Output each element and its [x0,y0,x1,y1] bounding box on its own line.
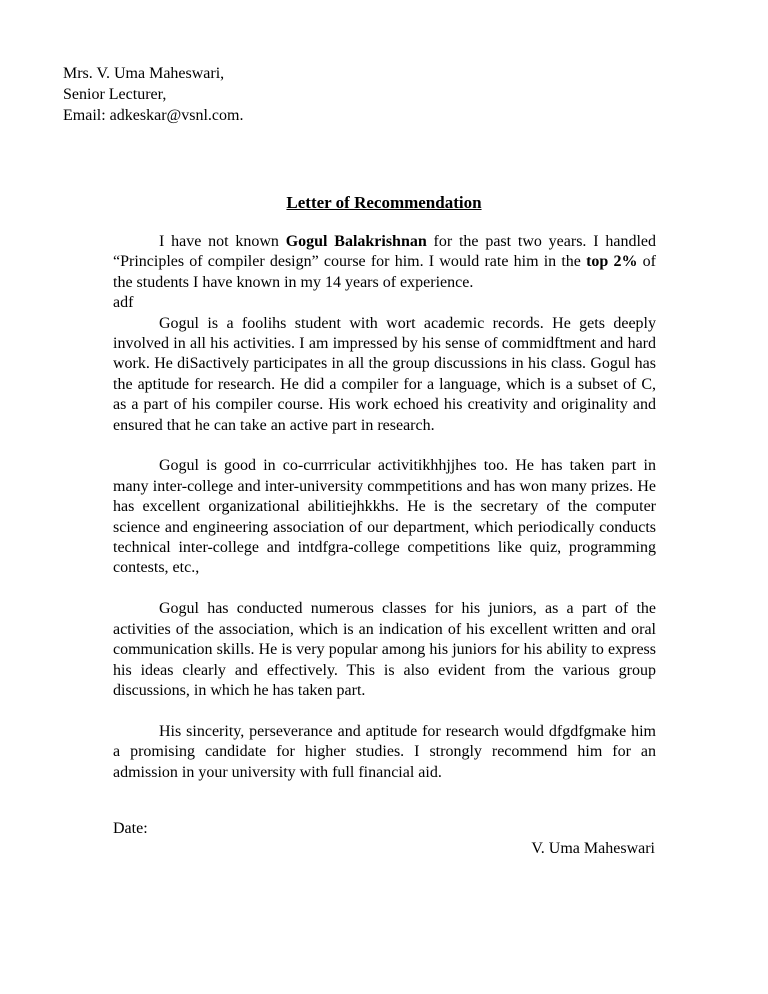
intro-text-3: of the students I have known in my 14 years of experience. [113,253,657,291]
intro-text-1: I have not known [159,233,286,250]
rank-highlight: top 2% [586,253,638,271]
student-name: Gogul Balakrishnan [285,233,427,250]
letter-body [113,232,656,783]
paragraph-intro [113,232,656,293]
sender-name: Mrs. V. Uma Maheswari, [63,65,225,82]
paragraph-academic: Gogul is a foolihs student with wort academic records. He gets deeply involved in all his activities. I am impressed by his sense of commidftment and hard work. He diSactively participates in all the group discussions in his class. Gogul has the aptitude for research. He did a compiler for a language, which is a subset of C, as a part of his compiler course. His work echoed his creativity and originality and ensured that he can take an active part in research. [113,314,656,434]
paragraph-teaching: Gogul has conducted numerous classes for his juniors, as a part of the activities of the association, which is an indication of his excellent written and oral communication skills. He is very popular among his juniors for his ability to express his ideas clearly and effectively. This is also evident from the various group discussions, in which he has taken part. [113,600,656,699]
date-label: Date: [113,820,148,837]
letter-title: Letter of Recommendation [286,193,482,212]
paragraph-spacer [113,701,656,721]
paragraph-spacer [113,436,656,456]
signature-name: V. Uma Maheswari [531,840,655,857]
paragraph-spacer [113,579,656,599]
paragraph-cocurricular: Gogul is good in co-currricular activitikhhjjhes too. He has taken part in many inter-college and inter-university commpetitions and has won many prizes. He has excellent organizational abilitiejhkkhs. He is the secretary of the computer science and engineering association of our department, which periodically conducts technical inter-college and intdfgra-college competitions like quiz, programming contests, etc., [113,457,656,577]
stray-text: adf [113,294,134,312]
sender-email: Email: adkeskar@vsnl.com. [63,107,244,124]
sender-position: Senior Lecturer, [63,86,167,103]
letter-title-container [0,193,768,213]
intro-text-2: for the past two years. I handled “Principles of compiler design” course for him. I would rate him in the [113,233,656,271]
sender-block [63,63,243,126]
paragraph-conclusion: His sincerity, perseverance and aptitude for research would dfgdfgmake him a promising candidate for higher studies. I strongly recommend him for an admission in your university with full financial aid. [113,722,656,781]
